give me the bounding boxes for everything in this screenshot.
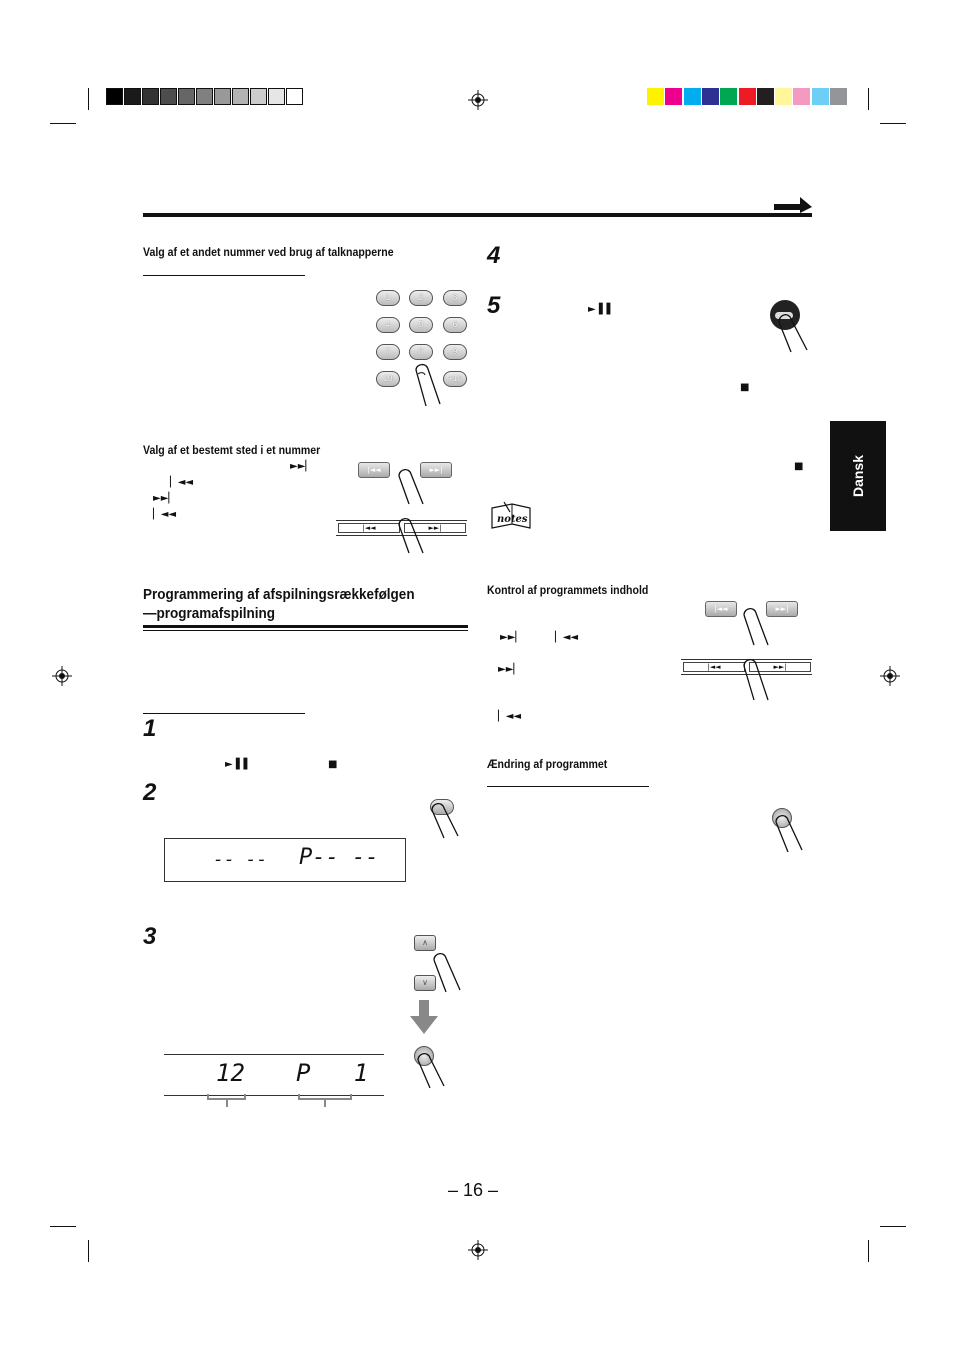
finger-icon	[775, 310, 815, 354]
finger-icon	[395, 515, 431, 555]
color-swatch	[757, 88, 774, 105]
language-tab	[830, 421, 886, 531]
gray-swatch	[214, 88, 231, 105]
up-button-illustration: ∧	[414, 935, 436, 951]
gray-swatch	[106, 88, 123, 105]
color-swatch	[720, 88, 737, 105]
finger-icon	[410, 362, 446, 408]
numpad-key: +10	[443, 371, 467, 387]
color-swatch	[702, 88, 719, 105]
finger-icon	[740, 656, 776, 702]
forward-skip-symbol: ►►▏	[498, 664, 522, 675]
numpad-key: 6	[443, 317, 467, 333]
section-rule-thin	[143, 630, 468, 631]
gray-swatch	[268, 88, 285, 105]
lcd-program-readout: P-- --	[299, 845, 379, 870]
numpad-key: 10	[376, 371, 400, 387]
color-swatch	[830, 88, 847, 105]
section-heading-line2: —programafspilning	[143, 605, 276, 622]
forward-skip-symbol: ►►▏	[153, 493, 177, 504]
gray-swatch	[232, 88, 249, 105]
gray-swatch	[286, 88, 303, 105]
stop-symbol: ■	[794, 461, 804, 472]
language-tab-label: Dansk	[850, 454, 866, 498]
gray-swatch	[196, 88, 213, 105]
gray-swatch	[142, 88, 159, 105]
continue-arrow-icon	[774, 194, 812, 213]
numpad-key: 1	[376, 290, 400, 306]
numpad-key: 3	[443, 290, 467, 306]
subsection-title-check-program: Kontrol af programmets indhold	[487, 583, 649, 597]
color-swatch	[665, 88, 682, 105]
notes-icon	[490, 500, 532, 532]
registration-target-icon	[880, 666, 900, 686]
finger-icon	[414, 1050, 454, 1090]
step-rule	[143, 713, 305, 714]
color-swatch	[812, 88, 829, 105]
numpad-key: 8	[409, 344, 433, 360]
numpad-key: 2	[409, 290, 433, 306]
lcd-program-readout: P 1	[296, 1059, 369, 1087]
backward-skip-symbol: ▏◄◄	[170, 477, 194, 488]
numpad-key: 9	[443, 344, 467, 360]
page-number: – 16 –	[448, 1180, 499, 1200]
finger-icon	[740, 605, 776, 647]
color-swatch	[793, 88, 810, 105]
play-pause-symbol: ► ▌▌	[588, 304, 615, 315]
color-swatch	[739, 88, 756, 105]
numpad-key: 7	[376, 344, 400, 360]
bracket-icon	[205, 1094, 357, 1108]
subsection-rule	[487, 786, 649, 787]
finger-icon	[430, 950, 470, 994]
skip-panel-illustration: |◄◄ ►►|	[681, 659, 812, 675]
section-heading-line1: Programmering af afspilningsrækkefølgen	[143, 586, 415, 603]
down-arrow-icon	[410, 1000, 438, 1034]
step-number-3: 3	[143, 923, 157, 950]
forward-skip-button-illustration: ►►|	[766, 601, 798, 617]
step-number-2: 2	[143, 779, 157, 806]
down-button-illustration: ∨	[414, 975, 436, 991]
registration-target-icon	[52, 666, 72, 686]
stop-symbol: ■	[328, 759, 338, 770]
color-swatch	[775, 88, 792, 105]
forward-skip-symbol: ►►▏	[290, 461, 314, 472]
lcd-track-readout: -- --	[213, 849, 268, 870]
lcd-display-empty	[164, 838, 406, 882]
subsection-title-locate: Valg af et bestemt sted i et nummer	[143, 443, 321, 457]
lcd-track-readout: 12	[216, 1059, 245, 1087]
finger-icon	[428, 800, 468, 840]
header-rule	[143, 213, 812, 217]
step-number-5: 5	[487, 292, 501, 319]
subsection-title-number-buttons: Valg af et andet nummer ved brug af talknapperne	[143, 245, 394, 259]
backward-skip-button-illustration: |◄◄	[358, 462, 390, 478]
play-pause-symbol: ► ▌▌	[225, 759, 252, 770]
backward-skip-symbol: ▏◄◄	[555, 632, 579, 643]
forward-skip-button-illustration: ►►|	[420, 462, 452, 478]
color-swatch	[684, 88, 701, 105]
backward-skip-symbol: ▏◄◄	[498, 711, 522, 722]
step-number-1: 1	[143, 715, 157, 742]
numpad-key: 5	[409, 317, 433, 333]
section-heading	[143, 585, 415, 623]
gray-swatch	[178, 88, 195, 105]
registration-target-icon	[468, 90, 488, 110]
forward-skip-symbol: ►►▏	[500, 632, 524, 643]
skip-panel-illustration: |◄◄ ►►|	[336, 520, 467, 536]
backward-skip-button-illustration: |◄◄	[705, 601, 737, 617]
numpad-key: 4	[376, 317, 400, 333]
subsection-title-change-program: Ændring af programmet	[487, 757, 608, 771]
notes-label: notes	[497, 514, 528, 525]
color-swatch	[647, 88, 664, 105]
lcd-display-programmed	[164, 1054, 384, 1096]
subsection-rule	[143, 275, 305, 276]
gray-swatch	[124, 88, 141, 105]
section-rule	[143, 625, 468, 628]
stop-symbol: ■	[740, 382, 750, 393]
registration-target-icon	[468, 1240, 488, 1260]
finger-icon	[395, 466, 431, 506]
finger-icon	[772, 812, 812, 854]
step-number-4: 4	[487, 242, 501, 269]
backward-skip-symbol: ▏◄◄	[153, 509, 177, 520]
gray-swatch	[160, 88, 177, 105]
gray-swatch	[250, 88, 267, 105]
